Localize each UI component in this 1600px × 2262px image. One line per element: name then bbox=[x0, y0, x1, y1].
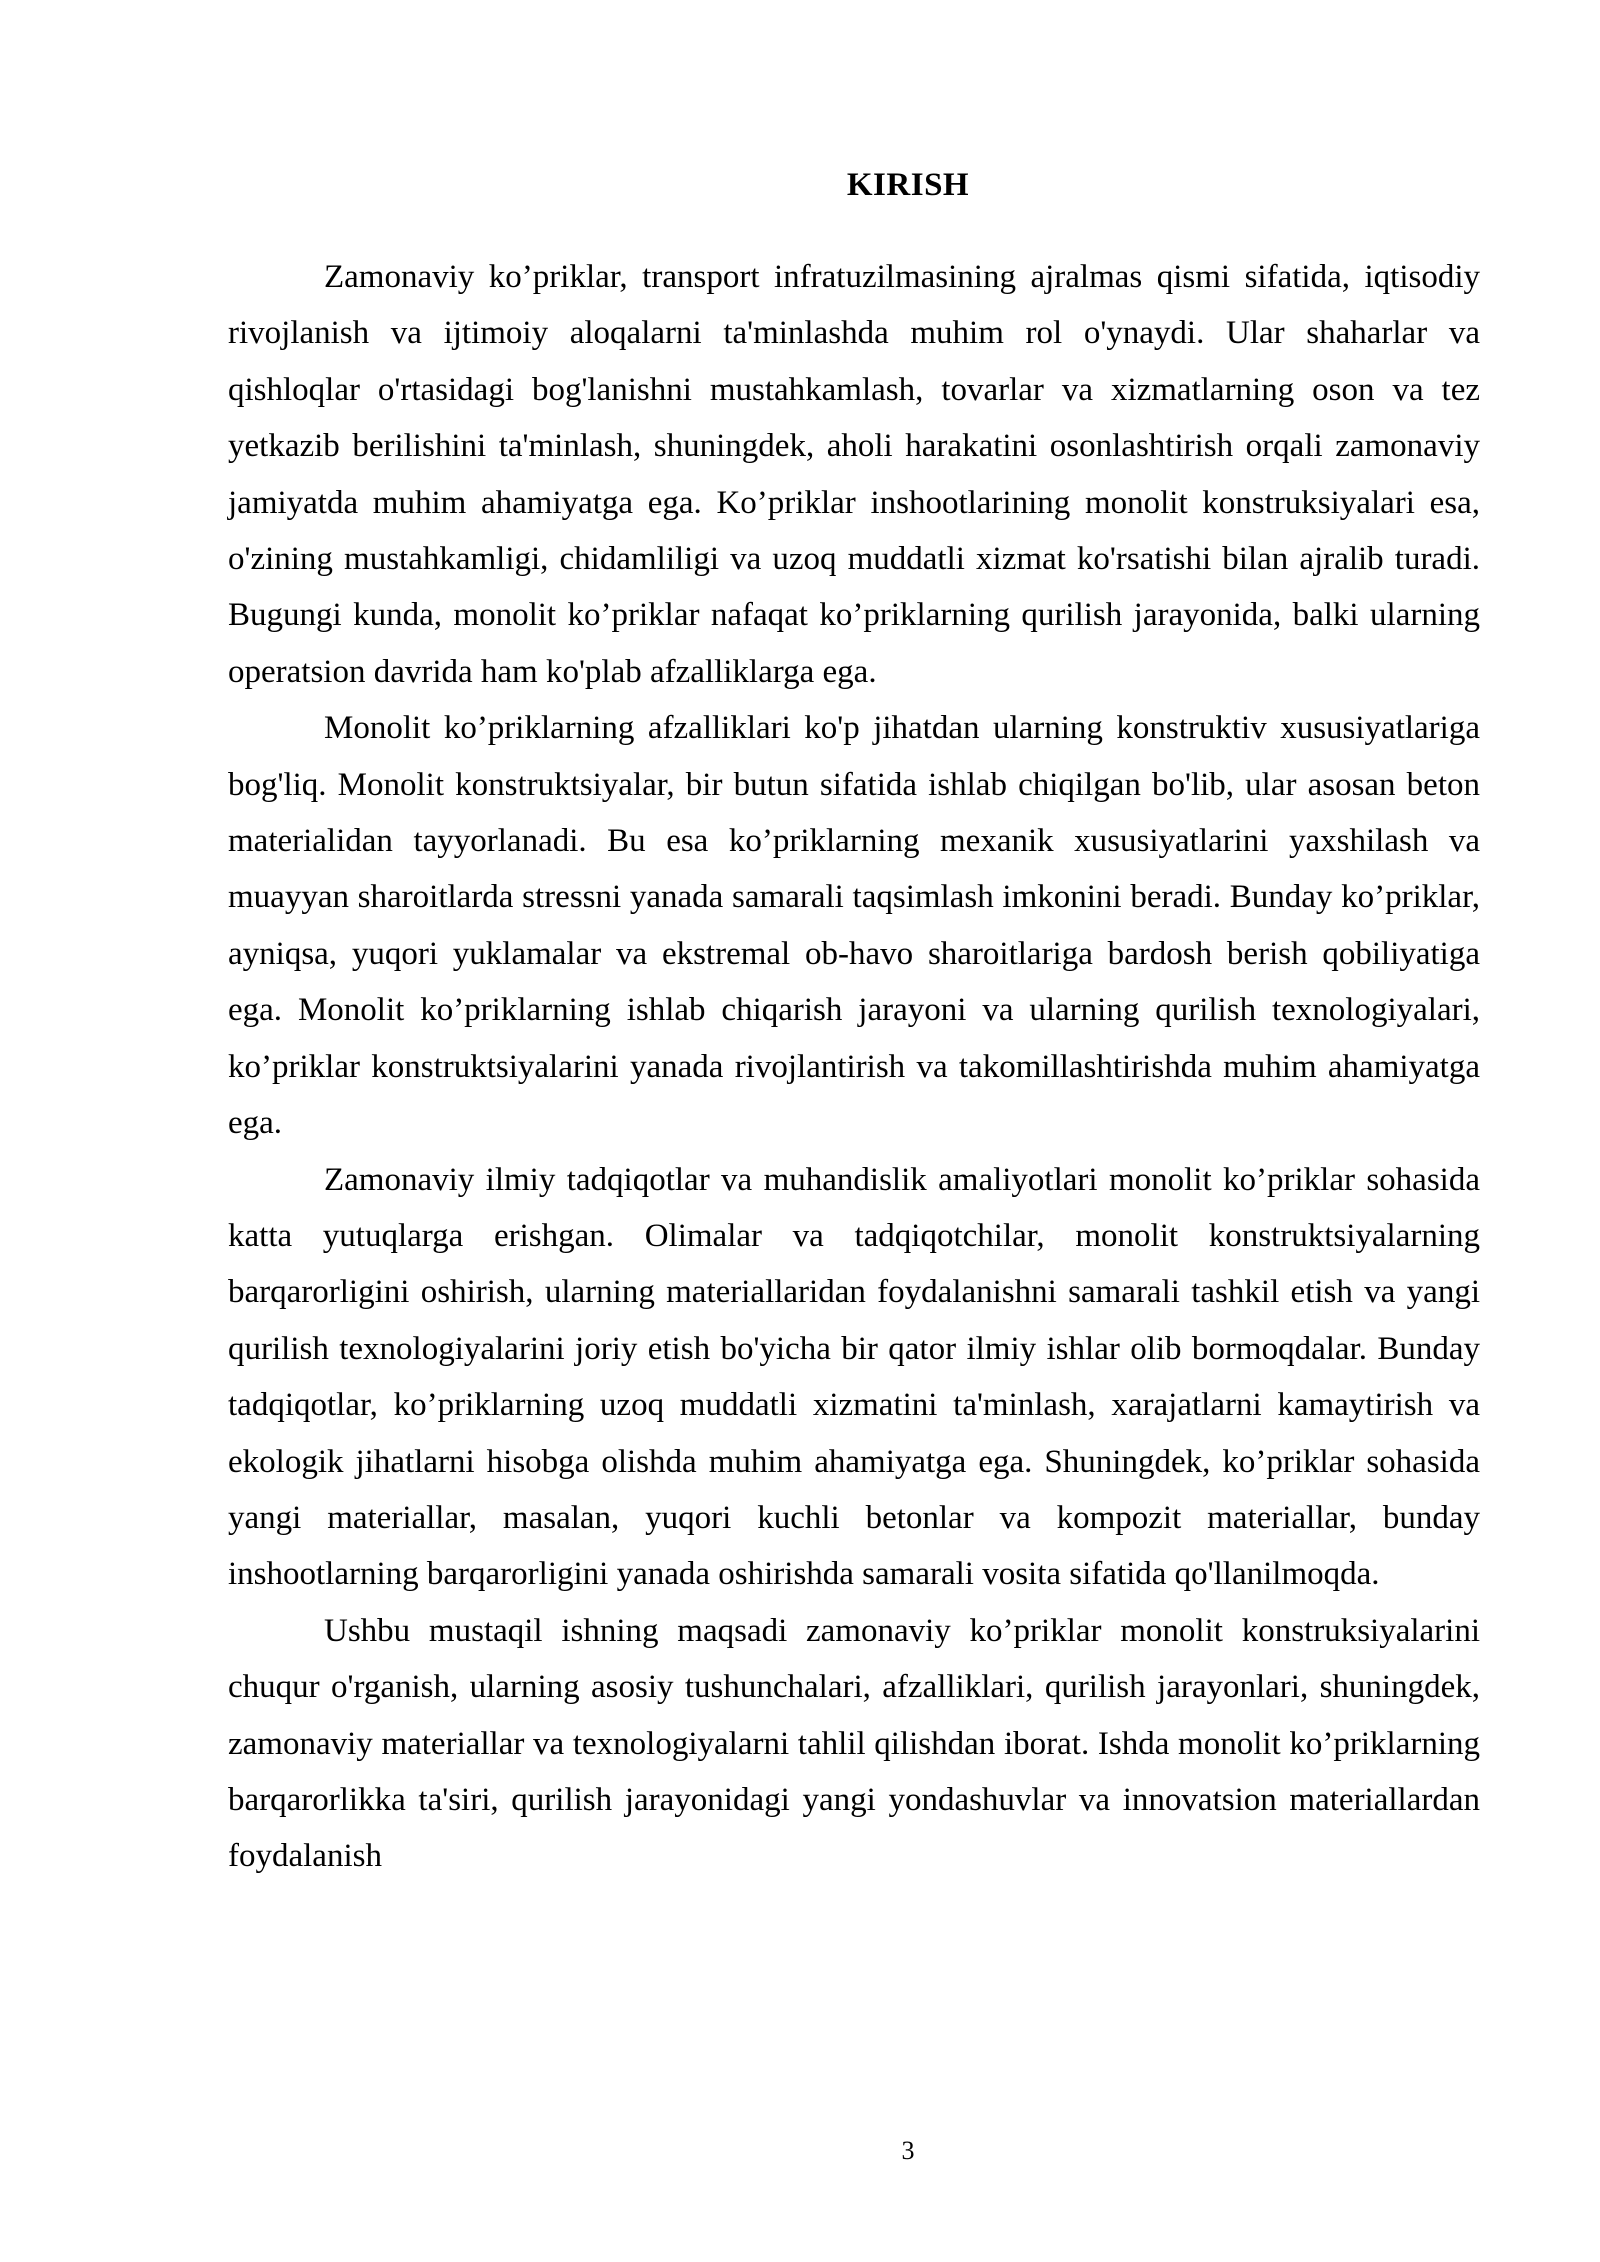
page-number: 3 bbox=[901, 2136, 915, 2165]
paragraph-1: Zamonaviy ko’priklar, transport infratuzilmasining ajralmas qismi sifatida, iqtisodiy rivojlanish va ijtimoiy aloqalarni ta'minlashda muhim rol o'ynaydi. Ular shaharlar va qishloqlar o'rtasidagi bog'lanishni mustahkamlash, tovarlar va xizmatlarning oson va tez yetkazib berilishini ta'minlash, shuningdek, aholi harakatini osonlashtirish orqali zamonaviy jamiyatda muhim ahamiyatga ega. Ko’priklar inshootlarining monolit konstruksiyalari esa, o'zining mustahkamligi, chidamliligi va uzoq muddatli xizmat ko'rsatishi bilan ajralib turadi. Bugungi kunda, monolit ko’priklar nafaqat ko’priklarning qurilish jarayonida, balki ularning operatsion davrida ham ko'plab afzalliklarga ega. bbox=[228, 259, 1480, 690]
paragraph-2: Monolit ko’priklarning afzalliklari ko'p jihatdan ularning konstruktiv xususiyatlariga bog'liq. Monolit konstruktsiyalar, bir butun sifatida ishlab chiqilgan bo'lib, ular asosan beton materialidan tayyorlanadi. Bu esa ko’priklarning mexanik xususiyatlarini yaxshilash va muayyan sharoitlarda stressni yanada samarali taqsimlash imkonini beradi. Bunday ko’priklar, ayniqsa, yuqori yuklamalar va ekstremal ob-havo sharoitlariga bardosh berish qobiliyatiga ega. Monolit ko’priklarning ishlab chiqarish jarayoni va ularning qurilish texnologiyalari, ko’priklar konstruktsiyalarini yanada rivojlantirish va takomillashtirishda muhim ahamiyatga ega. bbox=[228, 710, 1480, 1142]
paragraph-4: Ushbu mustaqil ishning maqsadi zamonaviy ko’priklar monolit konstruksiyalarini chuqur o'rganish, ularning asosiy tushunchalari, afzalliklari, qurilish jarayonlari, shuningdek, zamonaviy materiallar va texnologiyalarni tahlil qilishdan iborat. Ishda monolit ko’priklarning barqarorlikka ta'siri, qurilish jarayonidagi yangi yondashuvlar va innovatsion materiallardan foydalanish bbox=[228, 1612, 1480, 1875]
body-text bbox=[228, 249, 1480, 1885]
paragraph-3: Zamonaviy ilmiy tadqiqotlar va muhandislik amaliyotlari monolit ko’priklar sohasida katta yutuqlarga erishgan. Olimalar va tadqiqotchilar, monolit konstruktsiyalarning barqarorligini oshirish, ularning materiallaridan foydalanishni samarali tashkil etish va yangi qurilish texnologiyalarini joriy etish bo'yicha bir qator ilmiy ishlar olib bormoqdalar. Bunday tadqiqotlar, ko’priklarning uzoq muddatli xizmatini ta'minlash, xarajatlarni kamaytirish va ekologik jihatlarni hisobga olishda muhim ahamiyatga ega. Shuningdek, ko’priklar sohasida yangi materiallar, masalan, yuqori kuchli betonlar va kompozit materiallar, bunday inshootlarning barqarorligini yanada oshirishda samarali vosita sifatida qo'llanilmoqda. bbox=[228, 1161, 1480, 1593]
section-heading: KIRISH bbox=[846, 167, 970, 203]
